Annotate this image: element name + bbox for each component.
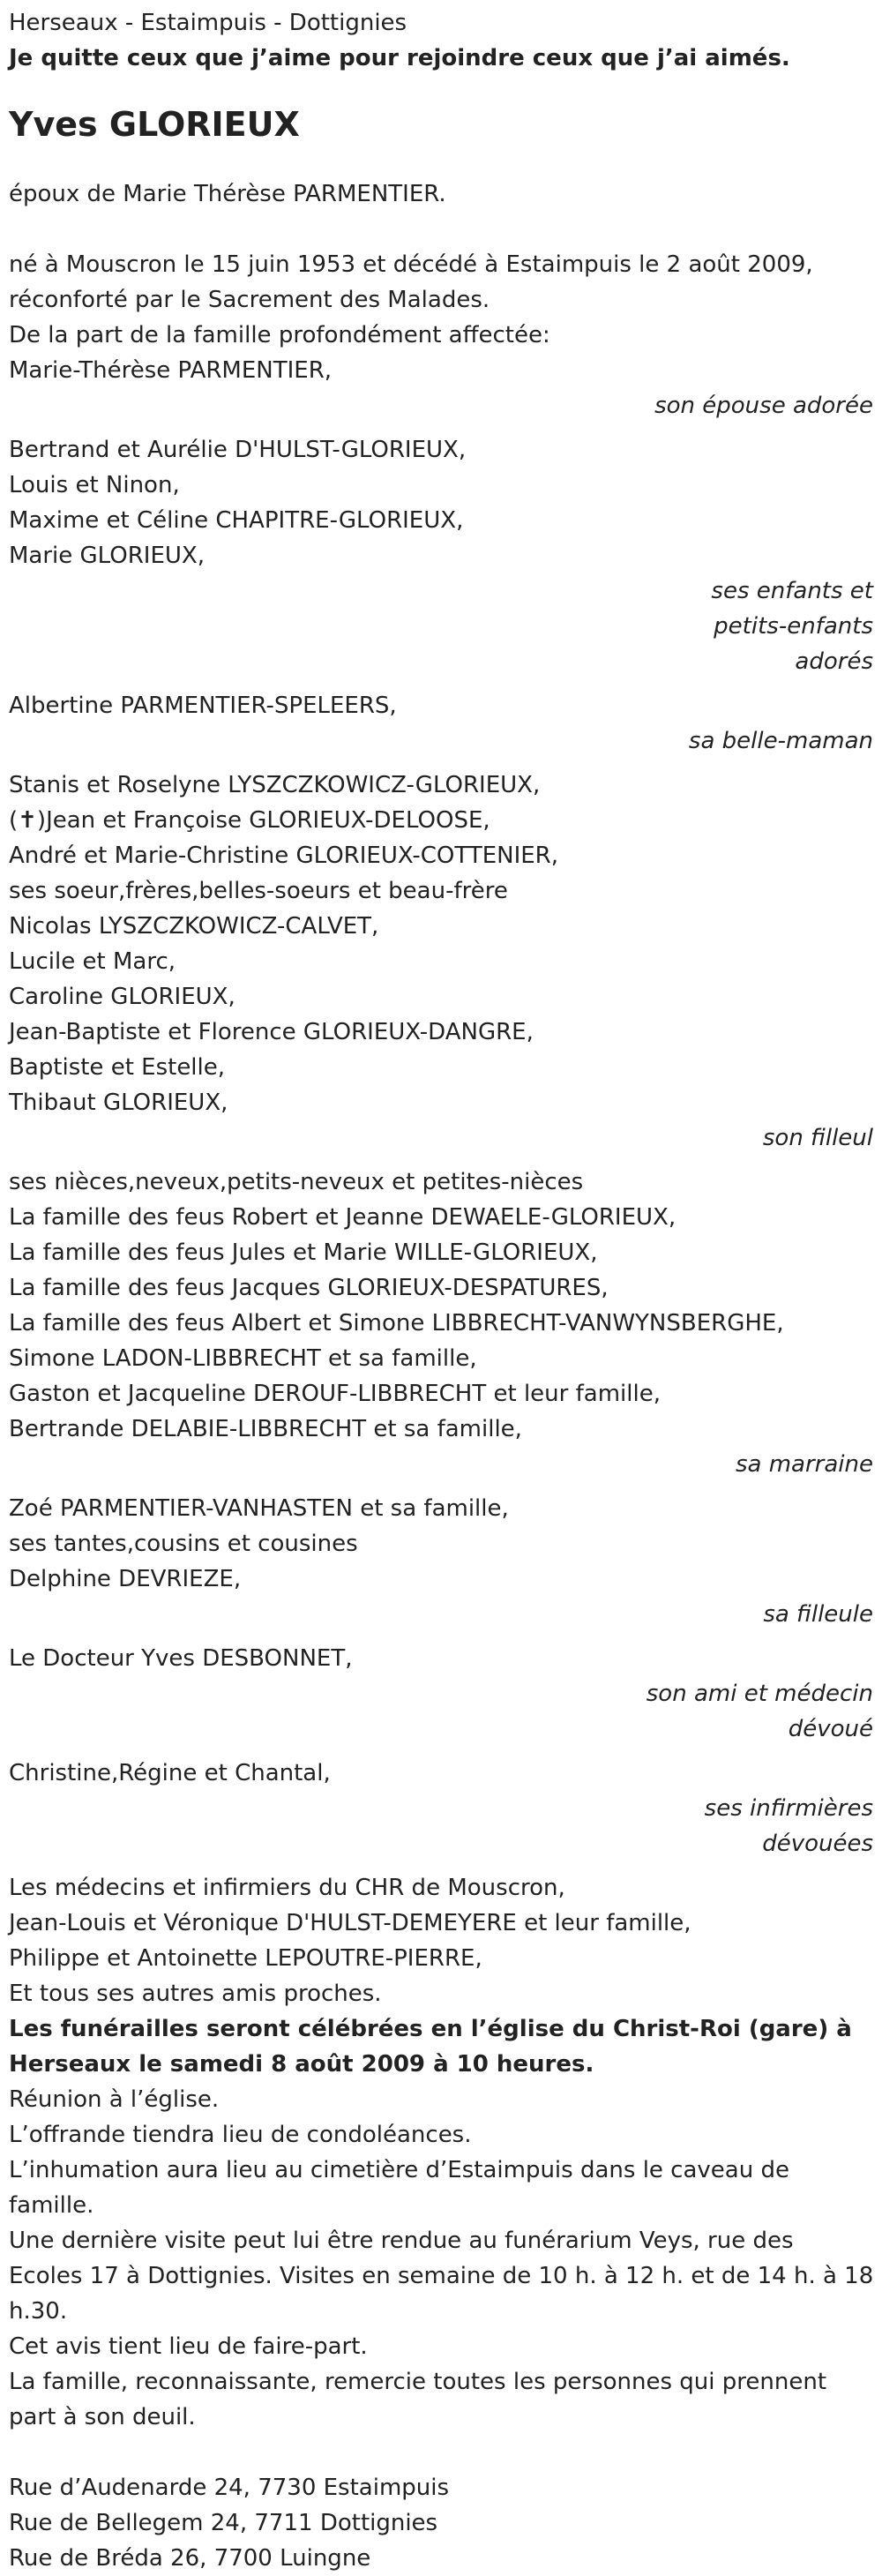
family-member: Gaston et Jacqueline DEROUF-LIBBRECHT et leur famille, bbox=[9, 1381, 661, 1407]
relation-label: ses enfants et bbox=[711, 578, 873, 604]
detail-line: Cet avis tient lieu de faire-part. bbox=[9, 2333, 368, 2360]
family-member: Nicolas LYSZCZKOWICZ-CALVET, bbox=[9, 913, 379, 940]
funeral-line: Herseaux le samedi 8 août 2009 à 10 heures. bbox=[9, 2051, 594, 2078]
family-member: Baptiste et Estelle, bbox=[9, 1054, 226, 1081]
family-member: La famille des feus Jules et Marie WILLE-GLORIEUX, bbox=[9, 1239, 598, 1266]
detail-line: La famille, reconnaissante, remercie toutes les personnes qui prennent bbox=[9, 2369, 827, 2395]
family-member: Zoé PARMENTIER-VANHASTEN et sa famille, bbox=[9, 1495, 509, 1522]
family-member: Et tous ses autres amis proches. bbox=[9, 1981, 382, 2007]
address-line: Rue de Bréda 26, 7700 Luingne bbox=[9, 2545, 371, 2572]
family-member: Maxime et Céline CHAPITRE-GLORIEUX, bbox=[9, 507, 464, 534]
sacrament-line: réconforté par le Sacrement des Malades. bbox=[9, 287, 490, 313]
relation-label: petits-enfants bbox=[714, 613, 873, 640]
address-line: Rue de Bellegem 24, 7711 Dottignies bbox=[9, 2510, 438, 2536]
funeral-line: Les funérailles seront célébrées en l’église du Christ-Roi (gare) à bbox=[9, 2016, 852, 2042]
family-member: Simone LADON-LIBBRECHT et sa famille, bbox=[9, 1345, 477, 1372]
family-member: Les médecins et infirmiers du CHR de Mouscron, bbox=[9, 1875, 565, 1901]
detail-line: L’inhumation aura lieu au cimetière d’Estaimpuis dans le caveau de bbox=[9, 2157, 789, 2183]
family-member: ses soeur,frères,belles-soeurs et beau-frère bbox=[9, 878, 508, 904]
relation-label: ses infirmières bbox=[704, 1795, 873, 1822]
family-member: Marie GLORIEUX, bbox=[9, 543, 205, 569]
family-member: La famille des feus Robert et Jeanne DEWAELE-GLORIEUX, bbox=[9, 1204, 676, 1231]
relation-label: sa belle-maman bbox=[688, 728, 873, 754]
family-member: André et Marie-Christine GLORIEUX-COTTENIER, bbox=[9, 842, 558, 869]
family-member: Thibaut GLORIEUX, bbox=[9, 1090, 228, 1116]
deceased-name: Yves GLORIEUX bbox=[9, 105, 300, 144]
family-member: (✝)Jean et Françoise GLORIEUX-DELOOSE, bbox=[9, 807, 490, 834]
relation-label: son ami et médecin bbox=[646, 1681, 873, 1707]
family-member: Caroline GLORIEUX, bbox=[9, 984, 235, 1010]
birth-death-line: né à Mouscron le 15 juin 1953 et décédé à Estaimpuis le 2 août 2009, bbox=[9, 251, 813, 278]
relation-label: dévouées bbox=[762, 1831, 873, 1857]
detail-line: Une dernière visite peut lui être rendue au funérarium Veys, rue des bbox=[9, 2228, 794, 2254]
family-member: Philippe et Antoinette LEPOUTRE-PIERRE, bbox=[9, 1945, 482, 1972]
family-member: La famille des feus Jacques GLORIEUX-DESPATURES, bbox=[9, 1275, 609, 1301]
quote-line: Je quitte ceux que j’aime pour rejoindre ceux que j’ai aimés. bbox=[9, 45, 790, 71]
location-line: Herseaux - Estaimpuis - Dottignies bbox=[9, 10, 407, 36]
family-member: Jean-Baptiste et Florence GLORIEUX-DANGRE, bbox=[9, 1019, 534, 1045]
relation-label: adorés bbox=[795, 648, 873, 675]
family-member: Louis et Ninon, bbox=[9, 472, 180, 498]
detail-line: L’offrande tiendra lieu de condoléances. bbox=[9, 2122, 472, 2148]
relation-label: dévoué bbox=[788, 1716, 873, 1742]
family-member: Christine,Régine et Chantal, bbox=[9, 1760, 331, 1786]
detail-line: h.30. bbox=[9, 2298, 68, 2325]
family-member: Jean-Louis et Véronique D'HULST-DEMEYERE et leur famille, bbox=[9, 1910, 691, 1936]
relation-label: son épouse adorée bbox=[654, 393, 873, 419]
relation-label: son filleul bbox=[762, 1125, 873, 1151]
family-member: Stanis et Roselyne LYSZCZKOWICZ-GLORIEUX, bbox=[9, 772, 541, 798]
relation-label: sa marraine bbox=[735, 1451, 873, 1478]
family-intro-line: De la part de la famille profondément affectée: bbox=[9, 322, 550, 348]
detail-line: Ecoles 17 à Dottignies. Visites en semaine de 10 h. à 12 h. et de 14 h. à 18 bbox=[9, 2263, 874, 2289]
family-member: La famille des feus Albert et Simone LIBBRECHT-VANWYNSBERGHE, bbox=[9, 1310, 784, 1337]
family-member: Bertrand et Aurélie D'HULST-GLORIEUX, bbox=[9, 437, 467, 463]
relation-label: sa filleule bbox=[763, 1601, 873, 1628]
family-member: Delphine DEVRIEZE, bbox=[9, 1566, 242, 1592]
family-member: ses tantes,cousins et cousines bbox=[9, 1531, 358, 1557]
family-member: Albertine PARMENTIER-SPELEERS, bbox=[9, 693, 397, 719]
family-member: ses nièces,neveux,petits-neveux et petites-nièces bbox=[9, 1169, 584, 1195]
family-member: Bertrande DELABIE-LIBBRECHT et sa famille, bbox=[9, 1416, 522, 1442]
detail-line: part à son deuil. bbox=[9, 2404, 196, 2430]
family-member: Lucile et Marc, bbox=[9, 948, 176, 975]
family-member: Marie-Thérèse PARMENTIER, bbox=[9, 357, 333, 384]
detail-line: famille. bbox=[9, 2192, 94, 2219]
detail-line: Réunion à l’église. bbox=[9, 2086, 220, 2113]
obituary-notice bbox=[9, 5, 873, 2576]
family-member: Le Docteur Yves DESBONNET, bbox=[9, 1645, 353, 1672]
address-line: Rue d’Audenarde 24, 7730 Estaimpuis bbox=[9, 2475, 450, 2501]
spouse-line: époux de Marie Thérèse PARMENTIER. bbox=[9, 181, 446, 207]
